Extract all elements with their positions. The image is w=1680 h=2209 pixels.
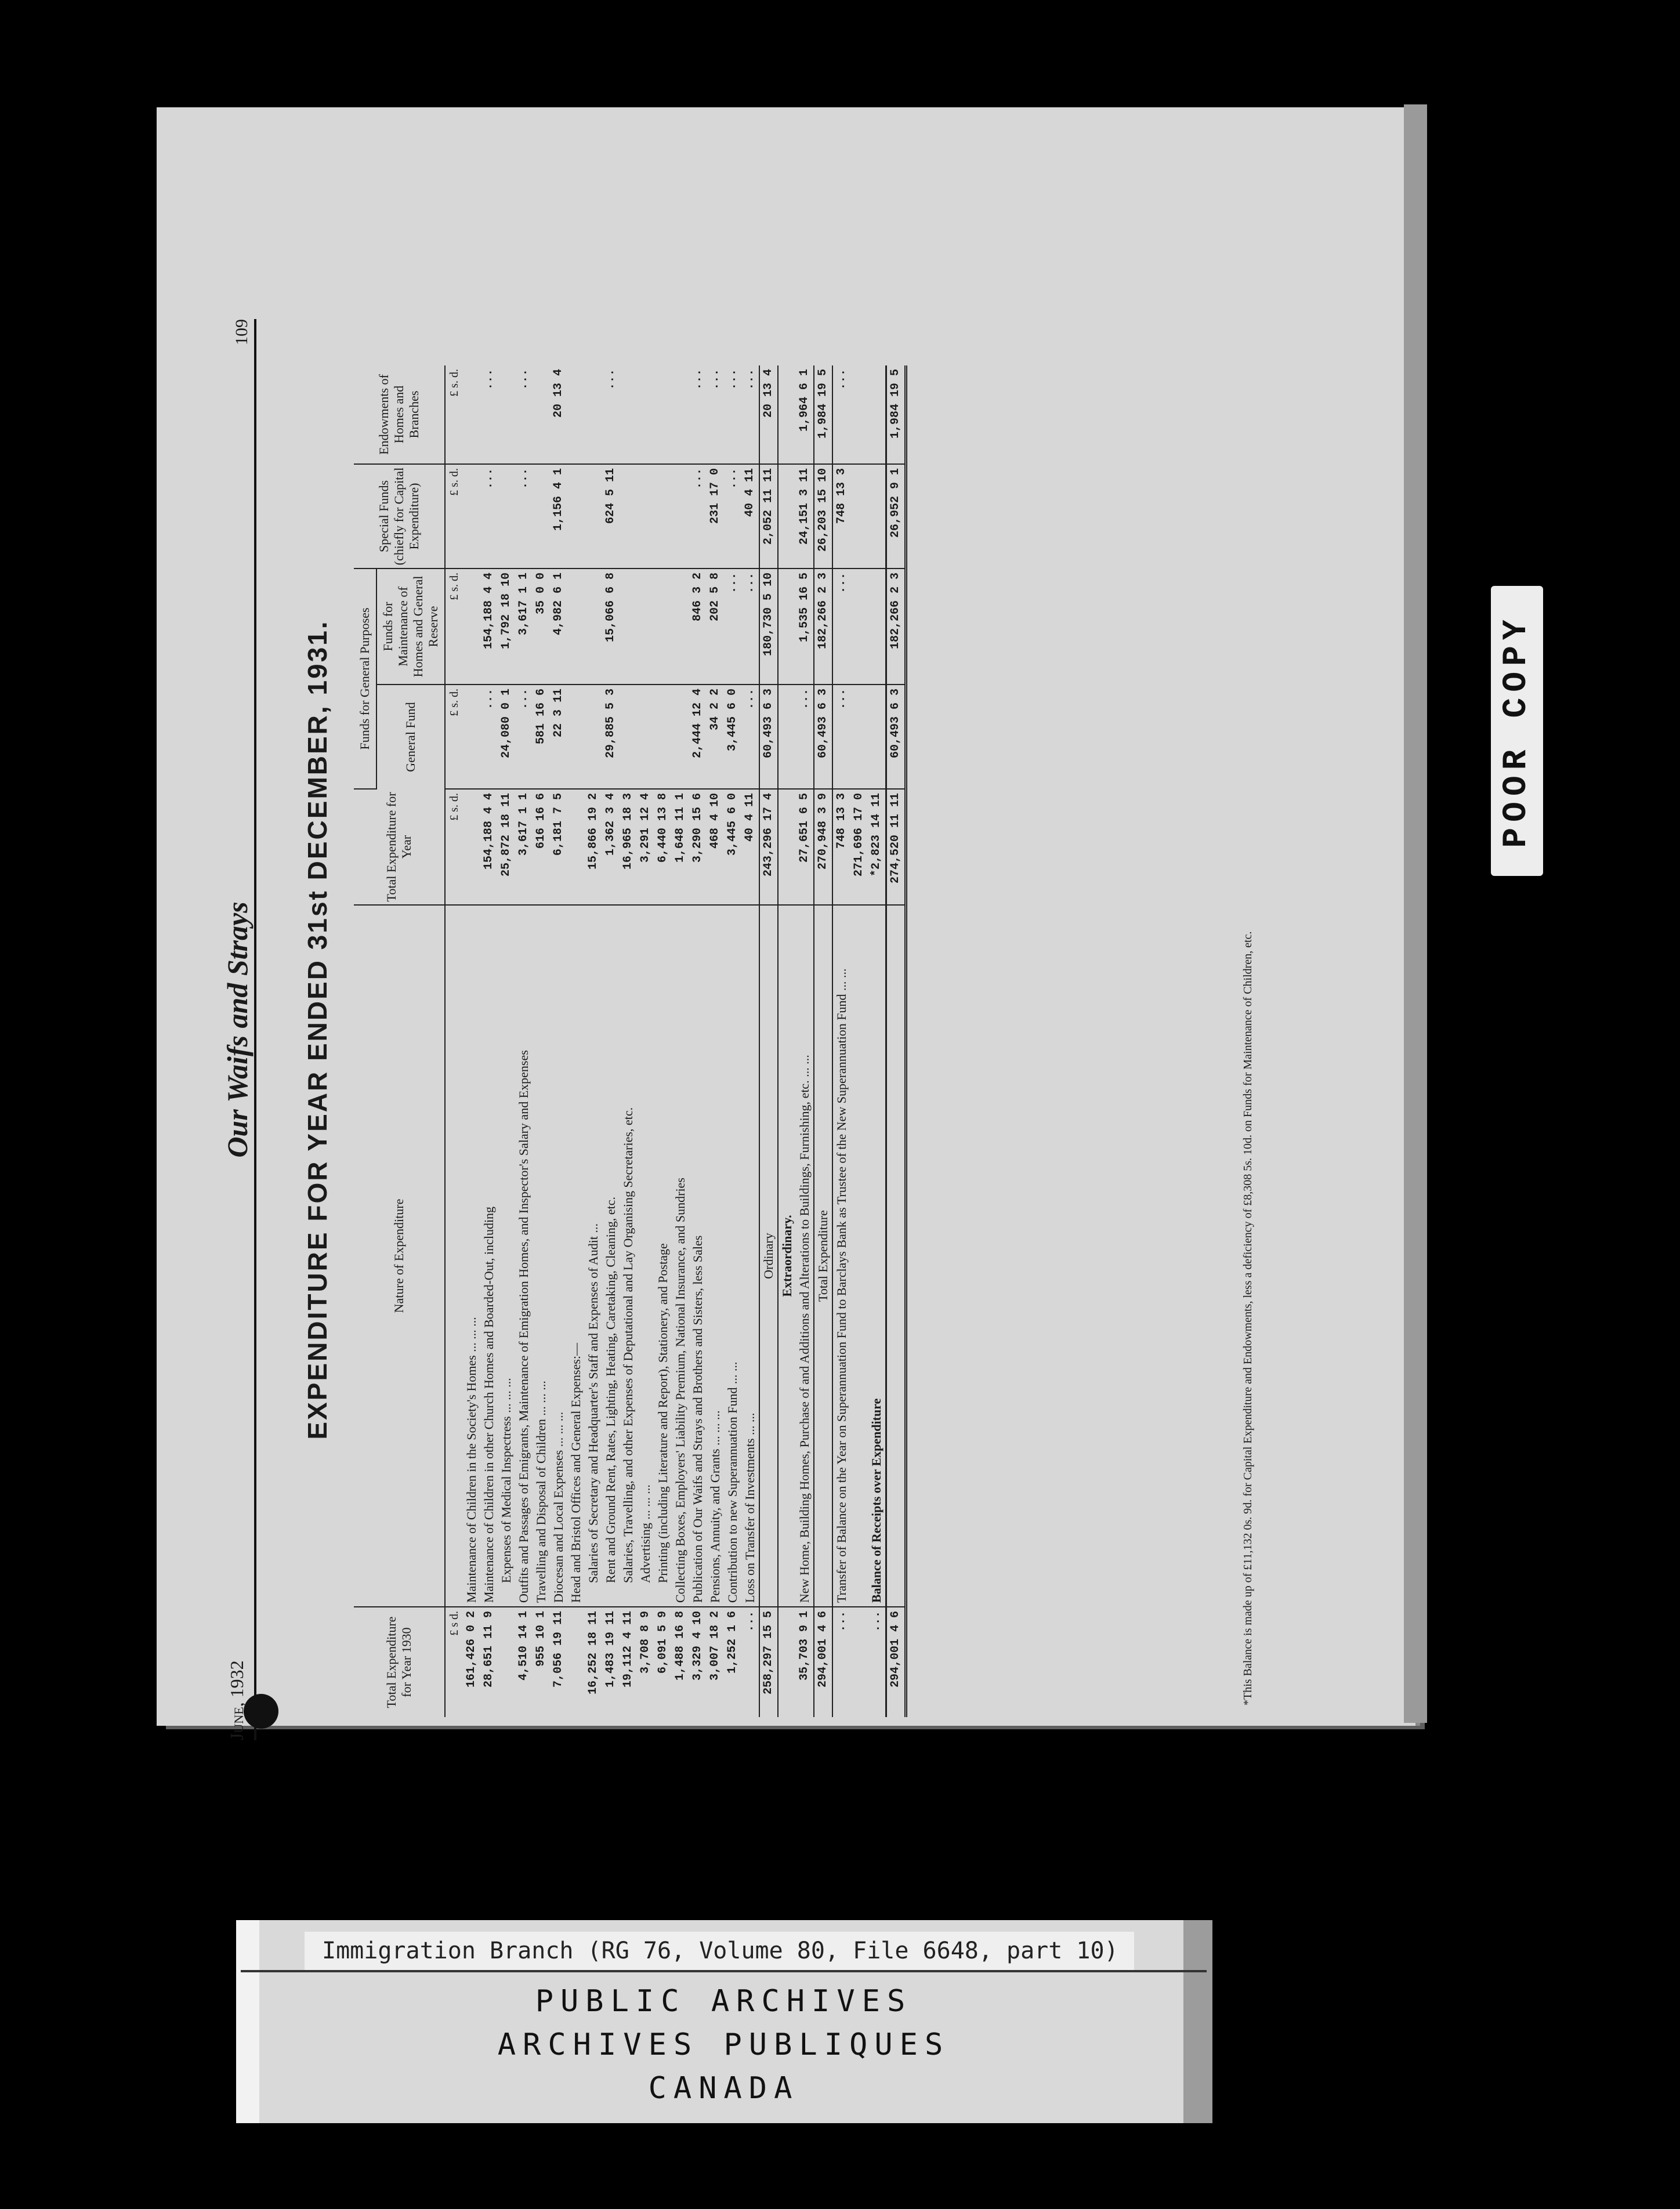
row-prev: ... <box>743 1611 756 1632</box>
row-general-fund <box>637 685 654 789</box>
row-description: Salaries of Secretary and Headquarter's Staff and Expenses of Audit ... <box>585 905 602 1607</box>
extraordinary-mf: 1,535 16 5 <box>796 568 814 685</box>
footnote: *This Balance is made up of £11,132 0s. 9d. for Capital Expenditure and Endowments, less a deficiency of £8,308 5s. 10d. on Funds for Maintenance of Children, etc. <box>1241 931 1254 1705</box>
row-total: 3,291 12 4 <box>637 789 654 905</box>
ordinary-mf: 180,730 5 10 <box>759 568 778 685</box>
row-description: Printing (including Literature and Report), Stationery, and Postage <box>654 905 672 1607</box>
row-total: 15,866 19 2 <box>585 789 602 905</box>
row-general-fund: ... <box>515 685 533 789</box>
table-row <box>602 365 620 1717</box>
expenditure-table <box>354 365 907 1717</box>
row-endowments <box>533 365 550 464</box>
row-general-fund <box>654 685 672 789</box>
row-maintenance-fund <box>637 568 654 685</box>
row-special-fund: ... <box>724 464 741 568</box>
row-total: 154,188 4 4 <box>480 789 498 905</box>
header-rule <box>254 319 256 1740</box>
row-total: 3,617 1 1 <box>515 789 533 905</box>
total-expenditure-row <box>814 365 832 1717</box>
row-prev <box>567 1607 585 1717</box>
row-general-fund: 2,444 12 4 <box>689 685 707 789</box>
row-maintenance-fund: 3,617 1 1 <box>515 568 533 685</box>
archives-label <box>241 1920 1207 2123</box>
row-prev: 4,510 14 1 <box>517 1611 530 1681</box>
ordinary-prev: 258,297 15 5 <box>759 1607 778 1717</box>
transfer-gf: ... <box>832 685 850 789</box>
row-total: 616 16 6 <box>533 789 550 905</box>
page-header <box>215 319 267 1740</box>
row-general-fund: 581 16 6 <box>533 685 550 789</box>
final-total-row <box>886 365 906 1717</box>
row-endowments <box>672 365 689 464</box>
archive-line-1: PUBLIC ARCHIVES <box>535 1984 913 2019</box>
row-general-fund: 24,080 0 1 <box>498 685 515 789</box>
row-special-fund <box>654 464 672 568</box>
row-general-fund <box>463 685 480 789</box>
col-total: Total Expenditure for Year <box>354 789 445 905</box>
balance-total: *2,823 14 11 <box>868 789 886 905</box>
row-description: Outfits and Passages of Emigrants, Maintenance of Emigration Homes, and Inspector's Salary and Expenses <box>515 905 533 1607</box>
header-page-number: 109 <box>232 319 251 345</box>
row-description: Salaries, Travelling, and other Expenses of Deputational and Lay Organising Secretaries, etc. <box>620 905 637 1607</box>
transfer-total: 748 13 3 <box>832 789 850 905</box>
row-endowments <box>637 365 654 464</box>
row-maintenance-fund: 15,066 6 8 <box>602 568 620 685</box>
row-description: Contribution to new Superannuation Fund ... ... <box>724 905 741 1607</box>
unit-sf: £ s. d. <box>445 464 463 568</box>
row-total: 1,362 3 4 <box>602 789 620 905</box>
ordinary-row <box>759 365 778 1717</box>
transfer-en: ... <box>832 365 850 464</box>
extraordinary-prev: 35,703 9 1 <box>798 1611 811 1681</box>
row-description: Collecting Boxes, Employers' Liability Premium, National Insurance, and Sundries <box>672 905 689 1607</box>
row-maintenance-fund: 154,188 4 4 <box>480 568 498 685</box>
table-row <box>533 365 550 1717</box>
row-prev: 3,708 8 9 <box>639 1611 652 1674</box>
table-row <box>707 365 724 1717</box>
row-maintenance-fund: 846 3 2 <box>689 568 707 685</box>
row-prev: 28,651 11 9 <box>482 1611 495 1688</box>
row-description: Head and Bristol Offices and General Expenses:— <box>567 905 585 1607</box>
row-endowments: 20 13 4 <box>550 365 567 464</box>
header-title: Our Waifs and Strays <box>221 901 254 1158</box>
row-prev: 3,007 18 2 <box>708 1611 722 1681</box>
ordinary-en: 20 13 4 <box>759 365 778 464</box>
archive-line-3: CANADA <box>648 2071 799 2106</box>
balance-row <box>868 365 886 1717</box>
row-maintenance-fund <box>463 568 480 685</box>
row-prev: 16,252 18 11 <box>586 1611 600 1695</box>
table-row <box>741 365 759 1717</box>
balance-prev: ... <box>870 1611 883 1632</box>
row-endowments <box>585 365 602 464</box>
row-general-fund <box>672 685 689 789</box>
table-row <box>480 365 498 1717</box>
row-special-fund: 231 17 0 <box>707 464 724 568</box>
row-endowments <box>463 365 480 464</box>
ordinary-gf: 60,493 6 3 <box>759 685 778 789</box>
table-row <box>463 365 480 1717</box>
unit-prev: £ s d. <box>448 1611 461 1636</box>
table-row <box>498 365 515 1717</box>
extraordinary-heading-row <box>778 365 796 1717</box>
row-special-fund <box>498 464 515 568</box>
row-prev: 6,091 5 9 <box>656 1611 669 1674</box>
row-special-fund <box>533 464 550 568</box>
unit-gf: £ s. d. <box>445 685 463 789</box>
ordinary-total: 243,296 17 4 <box>759 789 778 905</box>
row-endowments: ... <box>480 365 498 464</box>
ordinary-sf: 2,052 11 11 <box>759 464 778 568</box>
total-expenditure-prev: 294,001 4 6 <box>814 1607 832 1717</box>
extraordinary-total: 27,651 6 5 <box>796 789 814 905</box>
table-row <box>689 365 707 1717</box>
row-maintenance-fund <box>654 568 672 685</box>
row-special-fund: 624 5 11 <box>602 464 620 568</box>
row-total: 3,290 15 6 <box>689 789 707 905</box>
row-endowments <box>567 365 585 464</box>
table-row <box>620 365 637 1717</box>
row-special-fund <box>567 464 585 568</box>
row-total <box>463 789 480 905</box>
row-prev: 161,426 0 2 <box>465 1611 478 1688</box>
row-endowments: ... <box>707 365 724 464</box>
row-description: Expenses of Medical Inspectress ... ... ... <box>498 905 515 1607</box>
row-total: 468 4 10 <box>707 789 724 905</box>
row-endowments: ... <box>741 365 759 464</box>
row-maintenance-fund: 202 5 8 <box>707 568 724 685</box>
rotated-content <box>221 319 1288 1740</box>
row-description: Loss on Transfer of Investments ... ... <box>741 905 759 1607</box>
transfer-desc: Transfer of Balance on the Year on Superannuation Fund to Barclays Bank as Trustee of the New Superannuation Fund ... ... <box>832 905 850 1607</box>
poor-copy-text: POOR COPY <box>1498 614 1536 848</box>
row-maintenance-fund: ... <box>741 568 759 685</box>
row-total: 1,648 11 1 <box>672 789 689 905</box>
row-endowments <box>654 365 672 464</box>
extraordinary-label: Extraordinary. <box>778 905 796 1607</box>
extraordinary-row <box>796 365 814 1717</box>
row-general-fund: 34 2 2 <box>707 685 724 789</box>
row-description: Diocesan and Local Expenses ... ... ... <box>550 905 567 1607</box>
row-maintenance-fund: 1,792 18 10 <box>498 568 515 685</box>
page-edge <box>1404 104 1427 1723</box>
row-maintenance-fund <box>567 568 585 685</box>
row-endowments <box>620 365 637 464</box>
row-general-fund <box>567 685 585 789</box>
row-endowments <box>498 365 515 464</box>
row-total: 3,445 6 0 <box>724 789 741 905</box>
unit-mf: £ s. d. <box>445 568 463 685</box>
final-sf: 26,952 9 1 <box>886 464 906 568</box>
row-special-fund <box>620 464 637 568</box>
poor-copy-sticker <box>1491 586 1543 876</box>
total-expenditure-mf: 182,266 2 3 <box>814 568 832 685</box>
transfer-mf: ... <box>832 568 850 685</box>
row-description: Pensions, Annuity, and Grants ... ... ... <box>707 905 724 1607</box>
row-total: 40 4 11 <box>741 789 759 905</box>
archive-reference: Immigration Branch (RG 76, Volume 80, File 6648, part 10) <box>305 1932 1134 1970</box>
row-maintenance-fund: ... <box>724 568 741 685</box>
row-prev <box>498 1607 515 1717</box>
table-row <box>585 365 602 1717</box>
extraordinary-en: 1,964 6 1 <box>796 365 814 464</box>
row-description: Maintenance of Children in the Society's Homes ... ... ... <box>463 905 480 1607</box>
row-total <box>567 789 585 905</box>
col-prev-year: Total Expenditure for Year 1930 <box>354 1607 445 1717</box>
final-gf: 60,493 6 3 <box>886 685 906 789</box>
extraordinary-desc: New Home, Building Homes, Purchase of and Additions and Alterations to Buildings, Furnishing, etc. ... ... <box>796 905 814 1607</box>
table-row <box>672 365 689 1717</box>
table-row <box>567 365 585 1717</box>
row-endowments: ... <box>724 365 741 464</box>
subtotal-row <box>850 365 868 1717</box>
balance-label: Balance of Receipts over Expenditure <box>868 905 886 1607</box>
row-special-fund <box>637 464 654 568</box>
row-prev: 1,488 16 8 <box>674 1611 687 1681</box>
row-endowments: ... <box>515 365 533 464</box>
row-description: Advertising ... ... ... <box>637 905 654 1607</box>
row-general-fund: 22 3 11 <box>550 685 567 789</box>
row-endowments: ... <box>602 365 620 464</box>
row-total: 16,965 18 3 <box>620 789 637 905</box>
row-total: 25,872 18 11 <box>498 789 515 905</box>
transfer-sf: 748 13 3 <box>832 464 850 568</box>
row-total: 6,440 13 8 <box>654 789 672 905</box>
table-row <box>515 365 533 1717</box>
header-date: June, 1932 <box>226 1660 247 1740</box>
row-special-fund: ... <box>689 464 707 568</box>
archive-rule <box>241 1970 1207 1972</box>
unit-en: £ s. d. <box>445 365 463 464</box>
extraordinary-sf: 24,151 3 11 <box>796 464 814 568</box>
row-maintenance-fund <box>585 568 602 685</box>
row-maintenance-fund: 35 0 0 <box>533 568 550 685</box>
final-total: 274,520 11 11 <box>886 789 906 905</box>
row-endowments: ... <box>689 365 707 464</box>
table-row <box>724 365 741 1717</box>
row-special-fund: ... <box>515 464 533 568</box>
row-total: 6,181 7 5 <box>550 789 567 905</box>
row-description: Rent and Ground Rent, Rates, Lighting, Heating, Caretaking, Cleaning, etc. <box>602 905 620 1607</box>
total-expenditure-sf: 26,203 15 10 <box>814 464 832 568</box>
table-row <box>550 365 567 1717</box>
extraordinary-gf: ... <box>796 685 814 789</box>
col-maintenance: Funds for Maintenance of Homes and General Reserve <box>376 568 445 685</box>
document-title: EXPENDITURE FOR YEAR ENDED 31st DECEMBER, 1931. <box>302 620 332 1440</box>
row-prev: 1,252 1 6 <box>726 1611 739 1674</box>
row-special-fund: 1,156 4 1 <box>550 464 567 568</box>
row-maintenance-fund: 4,982 6 1 <box>550 568 567 685</box>
row-special-fund: 40 4 11 <box>741 464 759 568</box>
row-prev: 955 10 1 <box>534 1611 548 1667</box>
unit-total: £ s. d. <box>445 789 463 905</box>
final-mf: 182,266 2 3 <box>886 568 906 685</box>
archive-line-2: ARCHIVES PUBLIQUES <box>497 2027 950 2062</box>
row-general-fund: ... <box>480 685 498 789</box>
row-general-fund: 3,445 6 0 <box>724 685 741 789</box>
row-general-fund: 29,885 5 3 <box>602 685 620 789</box>
row-maintenance-fund <box>672 568 689 685</box>
row-special-fund <box>672 464 689 568</box>
row-special-fund: ... <box>480 464 498 568</box>
ordinary-label: Ordinary <box>759 905 778 1607</box>
row-prev: 7,056 19 11 <box>552 1611 565 1688</box>
row-special-fund <box>463 464 480 568</box>
col-special: Special Funds (chiefly for Capital Expenditure) <box>354 464 445 568</box>
final-en: 1,984 19 5 <box>886 365 906 464</box>
table-row <box>637 365 654 1717</box>
transfer-prev: ... <box>835 1611 848 1632</box>
row-prev: 1,483 19 11 <box>604 1611 617 1688</box>
row-maintenance-fund <box>620 568 637 685</box>
row-general-fund <box>585 685 602 789</box>
subtotal-total: 271,696 17 0 <box>850 789 868 905</box>
transfer-row <box>832 365 850 1717</box>
col-general-fund: General Fund <box>376 685 445 789</box>
row-description: Maintenance of Children in other Church Homes and Boarded-Out, including <box>480 905 498 1607</box>
col-endowments: Endowments of Homes and Branches <box>354 365 445 464</box>
row-general-fund <box>620 685 637 789</box>
row-prev: 3,329 4 10 <box>691 1611 704 1681</box>
row-prev: 19,112 4 11 <box>621 1611 635 1688</box>
total-expenditure-gf: 60,493 6 3 <box>814 685 832 789</box>
col-general-group: Funds for General Purposes <box>354 568 376 789</box>
total-expenditure-total: 270,948 3 9 <box>814 789 832 905</box>
row-description: Publication of Our Waifs and Strays and Brothers and Sisters, less Sales <box>689 905 707 1607</box>
final-prev: 294,001 4 6 <box>886 1607 906 1717</box>
table-row <box>654 365 672 1717</box>
col-nature: Nature of Expenditure <box>354 905 445 1607</box>
total-expenditure-en: 1,984 19 5 <box>814 365 832 464</box>
total-expenditure-label: Total Expenditure <box>814 905 832 1607</box>
row-description: Travelling and Disposal of Children ... ... ... <box>533 905 550 1607</box>
row-special-fund <box>585 464 602 568</box>
row-general-fund: ... <box>741 685 759 789</box>
